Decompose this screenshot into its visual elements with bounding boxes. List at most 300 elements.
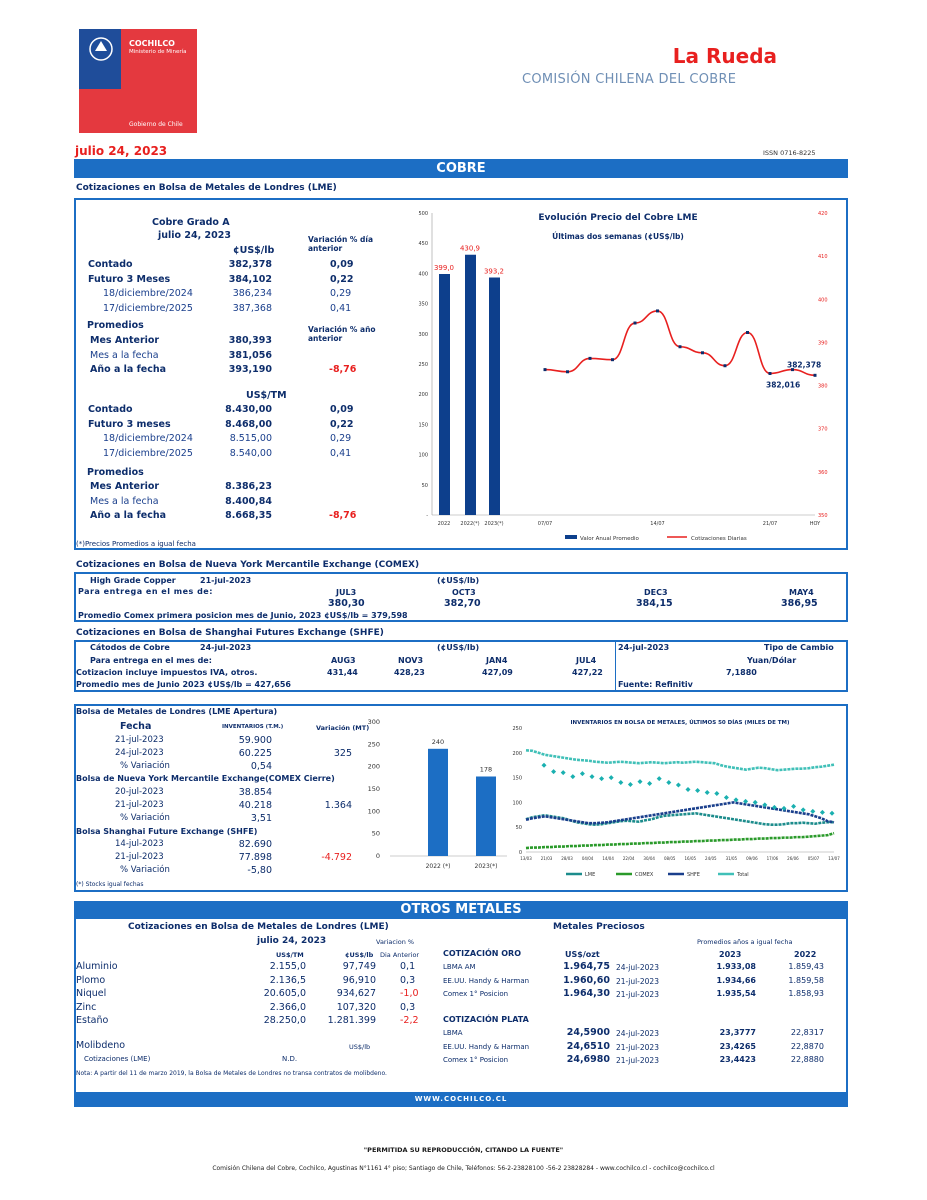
inv-var-header: Variación (MT) [316,724,370,732]
logo-org: COCHILCO [129,39,175,48]
coat-of-arms-icon [87,35,115,63]
precious-price: 24,6510 [566,1040,610,1052]
promedios-label-2: Promedios [87,467,144,478]
inv-row-label: 21-jul-2023 [115,735,164,745]
lme-price-chart [405,205,845,545]
comex-value: 384,15 [636,598,673,609]
inv-xtick: 14/04 [602,856,614,861]
inv-series-total [526,750,834,770]
row-value: 381,056 [228,349,272,361]
stock-bar [428,749,448,856]
total-marker [657,776,662,781]
inv-row-label: 21-jul-2023 [115,800,164,810]
total-marker [801,807,806,812]
total-marker [762,802,767,807]
right-tick: 370 [818,426,828,433]
inv-legend-label: Total [737,872,749,878]
molibdeno-label: Molibdeno [76,1040,126,1051]
inv-row-value: 0,54 [250,761,272,772]
row-value: 8.468,00 [225,418,272,430]
promedios-footnote: (*)Precios Promedios a igual fecha [76,540,196,548]
tc-value: 7,1880 [726,668,757,677]
stock-ytick: 250 [367,740,380,749]
precious-2022: 22,8870 [790,1041,824,1051]
otros-date: julio 24, 2023 [257,936,327,946]
total-marker [542,763,547,768]
inv-row-value: 60.225 [238,748,272,759]
total-marker [638,779,643,784]
metal-lb: 107,320 [336,1001,376,1013]
metal-tm: 2.366,0 [269,1001,306,1013]
otros-box [74,919,848,1107]
issn: ISSN 0716-8225 [763,149,816,157]
daily-point [544,368,547,371]
tc-label: Tipo de Cambio [764,643,834,652]
inv-comex-title: Bolsa de Nueva York Mercantile Exchange(COMEX Cierre) [76,774,335,783]
total-marker [714,791,719,796]
total-marker [570,774,575,779]
shfe-divider [615,641,616,691]
inv-lme-title: Bolsa de Metales de Londres (LME Apertura) [76,707,278,716]
metal-var: 0,3 [400,974,416,986]
total-marker [561,770,566,775]
shfe-catodos: Cátodos de Cobre [90,643,170,652]
inv-ytick: 200 [512,750,522,757]
chart-subtitle: Últimas dos semanas (¢US$/lb) [552,232,684,241]
oro-title: COTIZACIÓN ORO [443,949,521,958]
comex-title: Cotizaciones en Bolsa de Nueva York Mercantile Exchange (COMEX) [76,560,420,570]
inv-row-value: -5,80 [247,865,272,876]
row-label: Mes Anterior [90,481,160,492]
left-tick: - [426,513,428,519]
unit-cents: ¢US$/lb [233,245,275,256]
stock-ytick: 300 [367,718,380,726]
precious-2022: 1.859,43 [788,962,824,971]
shfe-value: 427,09 [482,668,513,677]
page-title: La Rueda [672,44,777,68]
inv-row-label: 14-jul-2023 [115,839,164,849]
precious-date: 21-jul-2023 [616,1042,659,1052]
total-marker [830,811,835,816]
left-tick: 350 [418,301,428,308]
precious-2022: 1.859,58 [788,975,824,985]
row-label: 17/diciembre/2025 [103,302,193,314]
price-bar [465,255,476,515]
row-label: Año a la fecha [90,510,167,522]
right-tick: 350 [818,513,828,519]
row-label: Contado [88,259,133,270]
molibdeno-nota: Nota: A partir del 11 de marzo 2019, la Bolsa de Metales de Londres no transa contratos de molibdeno. [76,1070,387,1077]
metal-tm: 2.136,5 [269,974,306,986]
comex-promedio: Promedio Comex primera posicion mes de Junio, 2023 ¢US$/lb = 379,598 [78,611,408,620]
oro-unit: US$/ozt [565,950,600,959]
stocks-bar-chart [362,714,512,879]
daily-point [769,372,772,375]
row-label: Año a la fecha [90,364,167,376]
bar-category: 2023(*) [484,521,504,527]
inv-xtick: 17/06 [766,856,779,861]
row-var: -8,76 [329,510,357,522]
inventarios-line-chart [506,712,842,882]
inv-row-value: 59.900 [238,735,272,746]
row-label: Mes Anterior [90,335,160,346]
right-tick: 400 [818,297,828,304]
row-var: 0,09 [330,404,354,415]
row-var: 0,29 [330,288,352,300]
metal-var: -2,2 [400,1015,419,1026]
metal-lb: 97,749 [342,961,376,972]
inv-row-label: 20-jul-2023 [115,787,164,797]
comex-month: MAY4 [789,588,814,597]
daily-point [589,357,592,360]
inv-xtick: 24/05 [705,856,717,861]
total-marker [628,782,633,787]
annotation-last: 382,378 [787,360,822,370]
comex-entrega: Para entrega en el mes de: [78,587,213,596]
row-value: 8.400,84 [225,495,272,507]
row-value: 382,378 [228,259,272,270]
row-value: 393,190 [228,364,272,376]
row-label: Futuro 3 Meses [88,273,171,285]
right-tick: 420 [818,211,828,217]
row-value: 384,102 [228,273,272,285]
inv-row-var: 1.364 [324,800,352,811]
inv-legend-label: SHFE [687,872,700,878]
inv-tm-header: INVENTARIOS (T.M.) [222,724,284,730]
plata-title: COTIZACIÓN PLATA [443,1015,529,1024]
shfe-value: 428,23 [394,668,425,677]
inv-chart-title: INVENTARIOS EN BOLSA DE METALES, ÚLTIMOS 50 DÍAS (MILES DE TM) [570,720,790,726]
inv-xtick: 26/06 [787,856,799,861]
col-dia: Dia Anterior [380,951,420,959]
inv-row-label: % Variación [120,761,170,771]
bar-category: 2022 [437,521,451,527]
total-marker [686,787,691,792]
metal-name: Plomo [76,974,106,986]
report-date: julio 24, 2023 [75,144,168,158]
inv-row-value: 77.898 [238,852,272,863]
line-x-label: 21/07 [762,521,778,527]
comex-value: 380,30 [328,598,365,609]
right-tick: 390 [818,340,828,347]
inv-series-lme [526,813,834,824]
inv-row-label: 24-jul-2023 [115,748,164,758]
otros-variacion: Variacion % [376,938,415,946]
metal-tm: 20.605,0 [263,988,306,999]
inv-row-label: % Variación [120,813,170,823]
precious-2023: 23,4423 [719,1055,756,1064]
right-tick: 410 [818,254,828,261]
stock-bar [476,776,496,856]
chart-title: Evolución Precio del Cobre LME [538,213,698,223]
metal-tm: 2.155,0 [269,961,306,972]
row-value: 8.430,00 [225,404,272,415]
precious-date: 21-jul-2023 [616,990,659,999]
inv-xtick: 16/05 [684,856,697,861]
inv-row-var: 325 [333,748,352,759]
metal-name: Zinc [76,1001,97,1013]
lme-title: Cotizaciones en Bolsa de Metales de Londres (LME) [76,183,337,193]
legend-bar-label: Valor Anual Promedio [580,536,639,542]
shfe-value: 431,44 [327,668,358,677]
daily-point [611,358,614,361]
precious-date: 21-jul-2023 [616,1056,659,1065]
precious-price: 1.964,30 [563,988,610,999]
comex-date: 21-jul-2023 [200,576,252,585]
comex-value: 386,95 [781,598,818,609]
shfe-month: JUL4 [576,656,597,665]
stock-ytick: 150 [367,785,380,793]
precious-source: EE.UU. Handy & Harman [443,1042,530,1051]
col-tm: US$/TM [276,951,304,959]
row-var: 0,41 [330,447,352,459]
inv-xtick: 22/04 [622,856,635,861]
col-lb: ¢US$/lb [345,951,374,959]
row-label: Contado [88,404,133,415]
left-tick: 50 [421,482,428,489]
row-value: 386,234 [232,288,272,300]
precious-2023: 1.934,66 [716,975,756,985]
total-marker [666,780,671,785]
shfe-value: 427,22 [572,668,603,677]
daily-point [701,351,704,354]
metal-name: Niquel [76,988,107,999]
row-var: 0,22 [330,273,354,285]
precious-source: Comex 1° Posicion [443,1056,509,1064]
total-marker [724,795,729,800]
right-tick: 360 [818,469,828,476]
metal-var: -1,0 [400,988,419,999]
left-tick: 300 [418,331,428,338]
total-marker [791,804,796,809]
stock-bar-label: 178 [479,765,493,774]
comex-month: OCT3 [452,588,476,597]
left-tick: 250 [418,362,428,368]
comex-month: DEC3 [644,588,668,597]
comex-unit: (¢US$/lb) [437,576,480,585]
total-marker [609,775,614,780]
shfe-month: JAN4 [486,656,508,665]
row-label: Mes a la fecha [90,349,159,361]
row-var: -8,76 [329,364,357,376]
stock-ytick: 0 [375,852,380,860]
daily-point [656,309,659,312]
var-dia-header: Variación % día anterior [308,235,374,253]
inv-xtick: 13/03 [520,856,532,861]
tc-unit: Yuan/Dólar [747,656,797,665]
precious-date: 24-jul-2023 [616,1029,659,1038]
footer-permission: "PERMITIDA SU REPRODUCCIÓN, CITANDO LA FUENTE" [363,1146,564,1154]
inv-footnote: (*) Stocks igual fechas [76,881,144,888]
total-marker [705,790,710,795]
total-marker [810,809,815,814]
precious-source: EE.UU. Handy & Harman [443,976,530,985]
var-anio-header: Variación % año anterior [308,325,376,343]
shfe-month: AUG3 [331,656,356,665]
row-value: 8.668,35 [225,510,272,522]
precious-2023: 23,3777 [719,1028,756,1037]
year-2023: 2023 [719,950,742,959]
row-value: 8.540,00 [229,447,272,459]
right-tick: 380 [818,383,828,390]
daily-point [634,322,637,325]
total-marker [551,769,556,774]
inv-legend-label: LME [585,872,596,878]
stock-ytick: 200 [367,762,380,771]
metal-name: Estaño [76,1015,109,1026]
legend-line-label: Cotizaciones Diarias [691,536,747,542]
stock-category: 2022 (*) [425,863,451,870]
inv-row-value: 3,51 [250,813,272,824]
comex-value: 382,70 [444,598,481,609]
total-marker [599,776,604,781]
inv-xtick: 21/03 [540,856,553,861]
inv-row-value: 38.854 [238,787,272,798]
bar-label: 399,0 [433,264,455,273]
shfe-title: Cotizaciones en Bolsa de Shanghai Futures Exchange (SHFE) [76,628,384,638]
inv-xtick: 08/05 [663,856,676,861]
row-label: 17/diciembre/2025 [103,447,193,459]
left-tick: 150 [418,422,428,429]
price-bar [439,274,450,515]
logo-gov: Gobierno de Chile [129,121,183,128]
precious-2023: 23,4265 [719,1041,756,1051]
otros-section-bar: OTROS METALES [74,901,848,919]
total-marker [618,780,623,785]
unit-tm: US$/TM [246,390,287,401]
comex-month: JUL3 [336,588,357,597]
precious-2022: 22,8880 [790,1055,824,1064]
inv-shfe-title: Bolsa Shanghai Future Exchange (SHFE) [76,827,258,836]
left-tick: 450 [418,241,428,248]
shfe-promedio: Promedio mes de Junio 2023 ¢US$/lb = 427,656 [76,680,291,689]
precious-source: LBMA AM [443,963,476,971]
row-value: 380,393 [228,335,272,346]
shfe-incl: Cotizacion incluye impuestos IVA, otros. [76,668,258,677]
inv-row-value: 82.690 [238,839,272,850]
metal-name: Aluminio [76,961,118,972]
grado-label: Cobre Grado A [152,217,230,228]
precious-2023: 1.935,54 [716,989,756,998]
inv-xtick: 28/03 [561,856,573,861]
precious-price: 1.960,60 [563,974,610,986]
total-marker [580,771,585,776]
inv-ytick: 0 [518,850,522,856]
stock-ytick: 100 [367,807,380,816]
comex-hgc: High Grade Copper [90,576,176,585]
row-var: 0,09 [330,259,354,270]
footer-contact: Comisión Chilena del Cobre, Cochilco, Agustinas N°1161 4° piso; Santiago de Chile, Teléfonos: 56-2-23828100 -56-2 23828284 - www.cochilco.cl - cochilco@cochilco.cl [212,1165,715,1172]
promedios-label: Promedios [87,320,144,331]
prom-igual: Promedios años a igual fecha [697,938,793,946]
molibdeno-unit: US$/lb [349,1043,371,1051]
daily-point [814,374,817,377]
precious-date: 21-jul-2023 [616,976,659,986]
shfe-month: NOV3 [398,656,424,665]
inv-series-shfe [526,802,834,823]
tc-date: 24-jul-2023 [618,643,670,652]
daily-point [746,331,749,334]
total-marker [590,774,595,779]
row-var: 0,22 [330,418,354,430]
fuente: Fuente: Refinitiv [618,680,693,689]
line-x-label: HOY [809,521,821,527]
inv-row-label: 21-jul-2023 [115,852,164,862]
stock-ytick: 50 [371,829,380,838]
logo-ministry: Ministerio de Minería [129,49,187,55]
inv-row-var: -4.792 [321,852,352,863]
daily-price-line [545,311,815,375]
total-marker [647,781,652,786]
precious-price: 1.964,75 [563,961,610,972]
stock-category: 2023(*) [474,863,498,870]
left-tick: 200 [418,392,428,399]
website-link[interactable]: WWW.COCHILCO.CL [74,1092,848,1107]
price-bar [489,278,500,515]
bar-label: 430,9 [459,244,481,253]
inv-xtick: 09/06 [746,856,758,861]
precious-source: Comex 1° Posicion [443,990,509,998]
inv-ytick: 100 [512,800,522,807]
lme-date: julio 24, 2023 [158,230,231,241]
row-var: 0,29 [330,433,352,445]
inv-row-value: 40.218 [238,800,272,811]
line-x-label: 14/07 [650,521,665,527]
inv-legend-label: COMEX [635,872,654,878]
inv-ytick: 50 [515,825,522,832]
stock-bar-label: 240 [431,737,445,746]
year-2022: 2022 [794,950,817,959]
precious-price: 24,5900 [566,1027,610,1038]
row-var: 0,41 [330,302,352,314]
legend-bar-swatch [565,535,577,539]
metal-lb: 96,910 [342,974,376,986]
row-label: Futuro 3 meses [88,418,171,430]
line-x-label: 07/07 [537,521,553,527]
inv-xtick: 13/07 [828,856,840,861]
metal-tm: 28.250,0 [263,1015,306,1026]
shfe-date: 24-jul-2023 [200,643,252,652]
metal-lb: 934,627 [336,988,376,999]
inv-ytick: 150 [512,775,522,782]
left-tick: 500 [418,211,428,217]
precious-2023: 1.933,08 [716,962,756,971]
total-marker [695,788,700,793]
left-tick: 100 [418,452,428,459]
inv-fecha: Fecha [120,721,152,732]
inv-xtick: 31/05 [725,856,738,861]
metal-lb: 1.281.399 [327,1015,376,1026]
row-value: 8.386,23 [225,481,272,492]
daily-point [679,345,682,348]
daily-point [724,364,727,367]
preciosos-title: Metales Preciosos [553,922,645,932]
precious-price: 24,6980 [566,1054,610,1065]
row-value: 8.515,00 [229,433,272,445]
row-label: 18/diciembre/2024 [103,288,193,300]
row-label: 18/diciembre/2024 [103,433,193,445]
total-marker [676,783,681,788]
inv-xtick: 30/04 [643,856,655,861]
inv-xtick: 04/04 [581,856,594,861]
bar-category: 2022(*) [460,521,480,527]
annotation-prev: 382,016 [766,380,801,390]
inv-xtick: 05/07 [807,856,820,861]
metal-var: 0,3 [400,1001,416,1013]
inv-row-label: % Variación [120,865,170,875]
shfe-entrega: Para entrega en el mes de: [90,656,212,665]
page-subtitle: COMISIÓN CHILENA DEL COBRE [522,72,737,87]
